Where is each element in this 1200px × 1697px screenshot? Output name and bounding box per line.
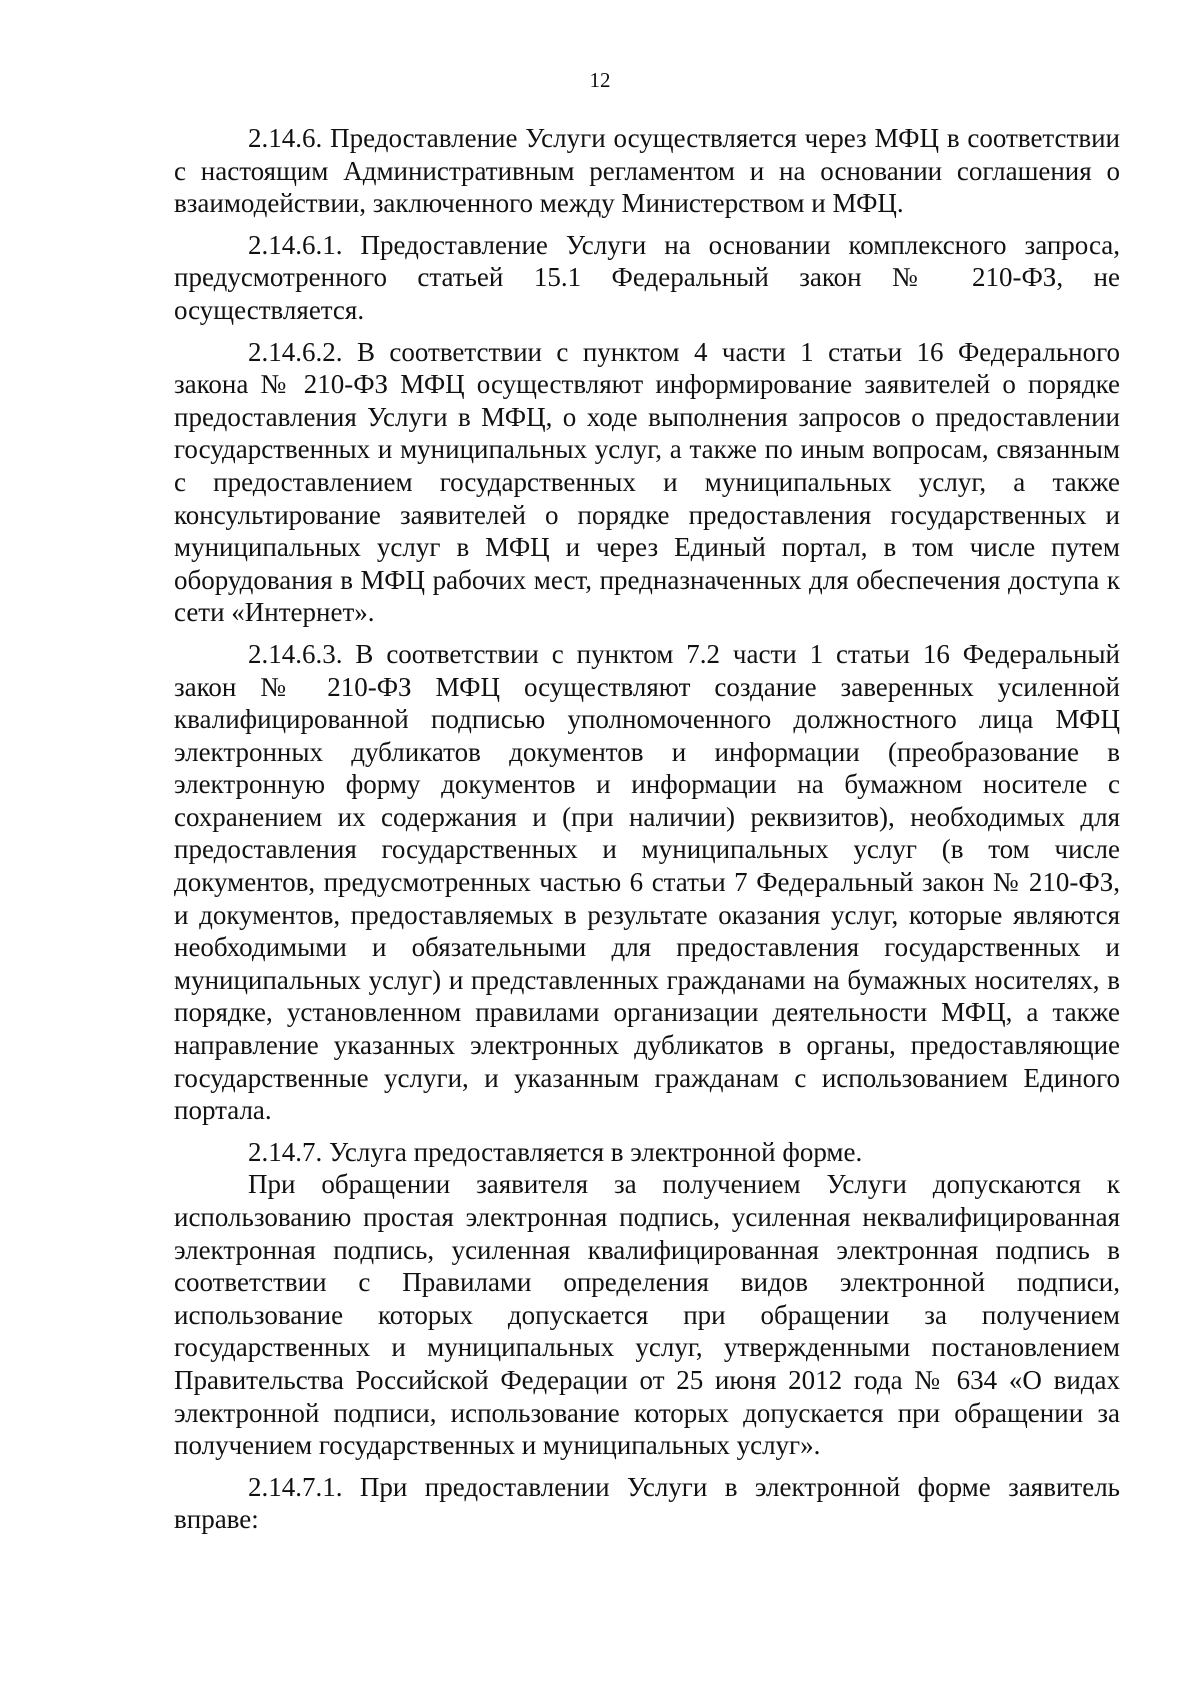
- paragraph-2-14-6-3: 2.14.6.3. В соответствии с пунктом 7.2 части 1 статьи 16 Федеральный закон № 210-ФЗ МФЦ осуществляют создание заверенных усиленной квалифицированной подписью уполномоченного должностного лица МФЦ электронных дубликатов документов и информации (преобразование в электронную форму документов и информации на бумажном носителе с сохранением их содержания и (при наличии) реквизитов), необходимых для предоставления государственных и муниципальных услуг (в том числе документов, предусмотренных частью 6 статьи 7 Федеральный закон № 210-ФЗ, и документов, предоставляемых в результате оказания услуг, которые являются необходимыми и обязательными для предоставления государственных и муниципальных услуг) и представленных гражданами на бумажных носителях, в порядке, установленном правилами организации деятельности МФЦ, а также направление указанных электронных дубликатов в органы, предоставляющие государственные услуги, и указанным гражданам с использованием Единого портала.: [174, 638, 1120, 1126]
- paragraph-2-14-6: 2.14.6. Предоставление Услуги осуществляется через МФЦ в соответствии с настоящим Административным регламентом и на основании соглашения о взаимодействии, заключенного между Министерством и МФЦ.: [174, 123, 1120, 219]
- paragraph-2-14-6-2: 2.14.6.2. В соответствии с пунктом 4 части 1 статьи 16 Федерального закона № 210-ФЗ МФЦ осуществляют информирование заявителей о порядке предоставления Услуги в МФЦ, о ходе выполнения запросов о предоставлении государственных и муниципальных услуг, а также по иным вопросам, связанным с предоставлением государственных и муниципальных услуг, а также консультирование заявителей о порядке предоставления государственных и муниципальных услуг в МФЦ и через Единый портал, в том числе путем оборудования в МФЦ рабочих мест, предназначенных для обеспечения доступа к сети «Интернет».: [174, 336, 1120, 628]
- paragraph-signature-types: При обращении заявителя за получением Услуги допускаются к использованию простая электронная подпись, усиленная неквалифицированная электронная подпись, усиленная квалифицированная электронная подпись в соответствии с Правилами определения видов электронной подписи, использование которых допускается при обращении за получением государственных и муниципальных услуг, утвержденными постановлением Правительства Российской Федерации от 25 июня 2012 года № 634 «О видах электронной подписи, использование которых допускается при обращении за получением государственных и муниципальных услуг».: [174, 1169, 1120, 1461]
- paragraph-2-14-6-1: 2.14.6.1. Предоставление Услуги на основании комплексного запроса, предусмотренного статьей 15.1 Федеральный закон № 210-ФЗ, не осуществляется.: [174, 229, 1120, 325]
- page-number: 12: [589, 68, 611, 92]
- document-body: [174, 122, 1120, 1545]
- paragraph-2-14-7-1: 2.14.7.1. При предоставлении Услуги в электронной форме заявитель вправе:: [174, 1471, 1120, 1535]
- paragraph-2-14-7: 2.14.7. Услуга предоставляется в электронной форме.: [248, 1136, 863, 1167]
